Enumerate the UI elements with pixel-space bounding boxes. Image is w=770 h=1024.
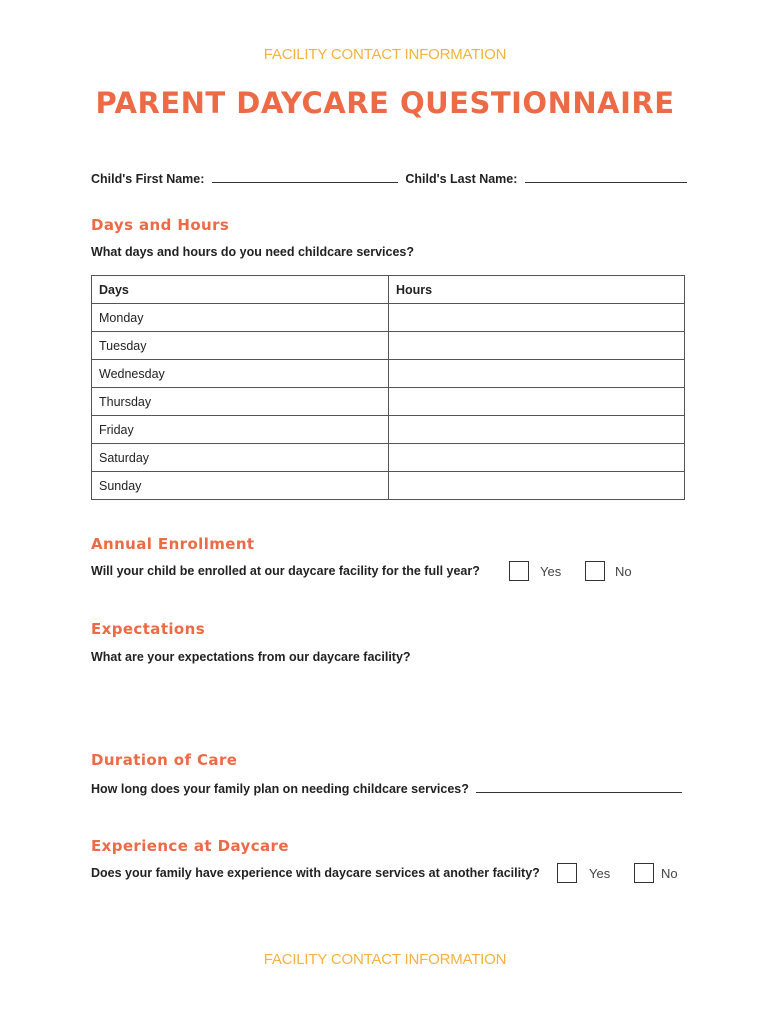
duration-row <box>91 780 682 796</box>
expectations-heading: Expectations <box>91 620 206 638</box>
experience-yes-checkbox[interactable] <box>557 863 577 883</box>
table-header-row <box>92 276 685 304</box>
days-hours-heading: Days and Hours <box>91 216 230 234</box>
hours-cell[interactable] <box>389 472 685 500</box>
annual-no-label: No <box>615 564 632 579</box>
hours-cell[interactable] <box>389 444 685 472</box>
days-column-header: Days <box>92 276 389 304</box>
annual-enrollment-question: Will your child be enrolled at our daycare facility for the full year? <box>91 564 480 578</box>
hours-cell[interactable] <box>389 304 685 332</box>
hours-cell[interactable] <box>389 360 685 388</box>
facility-contact-header: FACILITY CONTACT INFORMATION <box>263 46 507 63</box>
experience-no-checkbox[interactable] <box>634 863 654 883</box>
experience-heading: Experience at Daycare <box>91 837 289 855</box>
day-cell: Saturday <box>92 444 389 472</box>
facility-contact-footer: FACILITY CONTACT INFORMATION <box>263 951 507 968</box>
hours-cell[interactable] <box>389 416 685 444</box>
day-cell: Wednesday <box>92 360 389 388</box>
first-name-label: Child's First Name: <box>91 172 205 186</box>
last-name-label: Child's Last Name: <box>405 172 518 186</box>
experience-yes-label: Yes <box>589 866 611 881</box>
last-name-field[interactable] <box>525 170 687 183</box>
days-hours-question: What days and hours do you need childcare services? <box>91 245 415 259</box>
page-title: PARENT DAYCARE QUESTIONNAIRE <box>95 86 675 120</box>
table-row <box>92 304 685 332</box>
day-cell: Sunday <box>92 472 389 500</box>
expectations-question: What are your expectations from our daycare facility? <box>91 650 411 664</box>
annual-no-checkbox[interactable] <box>585 561 605 581</box>
experience-question: Does your family have experience with daycare services at another facility? <box>91 866 540 880</box>
duration-question: How long does your family plan on needing childcare services? <box>91 782 469 796</box>
hours-column-header: Hours <box>389 276 685 304</box>
table-row <box>92 360 685 388</box>
child-name-row <box>91 170 687 186</box>
hours-cell[interactable] <box>389 332 685 360</box>
days-hours-table <box>91 275 685 500</box>
table-row <box>92 332 685 360</box>
duration-answer-field[interactable] <box>476 780 682 793</box>
experience-no-label: No <box>661 866 678 881</box>
annual-yes-checkbox[interactable] <box>509 561 529 581</box>
annual-enrollment-heading: Annual Enrollment <box>91 535 255 553</box>
first-name-field[interactable] <box>212 170 398 183</box>
day-cell: Monday <box>92 304 389 332</box>
hours-cell[interactable] <box>389 388 685 416</box>
day-cell: Thursday <box>92 388 389 416</box>
table-row <box>92 472 685 500</box>
day-cell: Friday <box>92 416 389 444</box>
duration-heading: Duration of Care <box>91 751 238 769</box>
expectations-answer-area[interactable] <box>91 672 685 742</box>
table-row <box>92 444 685 472</box>
table-row <box>92 388 685 416</box>
day-cell: Tuesday <box>92 332 389 360</box>
table-row <box>92 416 685 444</box>
annual-yes-label: Yes <box>540 564 562 579</box>
